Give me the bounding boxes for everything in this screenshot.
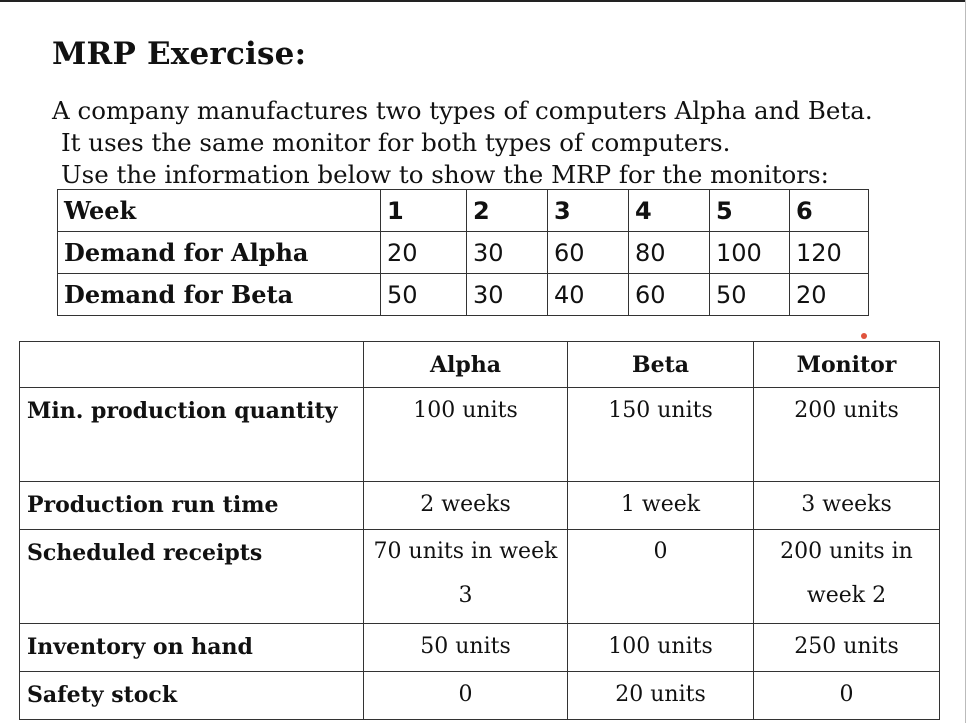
- demand-cell: 40: [548, 274, 629, 316]
- parameters-table: [19, 341, 940, 720]
- demand-table: [57, 189, 869, 316]
- params-row: [20, 388, 940, 482]
- page-title: MRP Exercise:: [52, 36, 307, 72]
- value-cell: 0: [754, 672, 940, 720]
- row-label: Inventory on hand: [20, 624, 364, 672]
- week-header-cell: 6: [790, 190, 869, 232]
- value-cell: 3 weeks: [754, 482, 940, 530]
- demand-cell: 20: [790, 274, 869, 316]
- params-header-row: [20, 342, 940, 388]
- value-cell: 250 units: [754, 624, 940, 672]
- column-header-monitor: Monitor: [754, 342, 940, 388]
- value-cell: 0: [364, 672, 568, 720]
- demand-cell: 50: [381, 274, 467, 316]
- row-label: Production run time: [20, 482, 364, 530]
- demand-header-row: [58, 190, 869, 232]
- demand-cell: 60: [629, 274, 710, 316]
- week-header-cell: 5: [710, 190, 790, 232]
- intro-line-3: Use the information below to show the MRP for the monitors:: [61, 160, 829, 189]
- demand-cell: 30: [467, 274, 548, 316]
- column-header-beta: Beta: [568, 342, 754, 388]
- demand-cell: 50: [710, 274, 790, 316]
- params-row: [20, 624, 940, 672]
- value-cell: 2 weeks: [364, 482, 568, 530]
- row-label: Demand for Beta: [58, 274, 381, 316]
- value-cell: 100 units: [568, 624, 754, 672]
- row-label: Safety stock: [20, 672, 364, 720]
- value-cell: 20 units: [568, 672, 754, 720]
- demand-cell: 100: [710, 232, 790, 274]
- value-cell: 200 units in week 2: [754, 530, 940, 624]
- demand-cell: 80: [629, 232, 710, 274]
- week-header-cell: 2: [467, 190, 548, 232]
- empty-corner-cell: [20, 342, 364, 388]
- demand-cell: 60: [548, 232, 629, 274]
- intro-line-1: A company manufactures two types of computers Alpha and Beta.: [52, 96, 873, 125]
- cursor-dot: [861, 333, 867, 339]
- intro-line-2: It uses the same monitor for both types of computers.: [61, 128, 731, 157]
- value-cell: 70 units in week 3: [364, 530, 568, 624]
- week-label: Week: [58, 190, 381, 232]
- value-cell: 1 week: [568, 482, 754, 530]
- value-cell: 100 units: [364, 388, 568, 482]
- value-cell: 50 units: [364, 624, 568, 672]
- demand-cell: 120: [790, 232, 869, 274]
- demand-row-beta: [58, 274, 869, 316]
- demand-cell: 30: [467, 232, 548, 274]
- week-header-cell: 1: [381, 190, 467, 232]
- value-cell: 0: [568, 530, 754, 624]
- demand-row-alpha: [58, 232, 869, 274]
- row-label: Demand for Alpha: [58, 232, 381, 274]
- week-header-cell: 4: [629, 190, 710, 232]
- value-cell: 150 units: [568, 388, 754, 482]
- row-label: Min. production quantity: [20, 388, 364, 482]
- demand-cell: 20: [381, 232, 467, 274]
- params-row: [20, 530, 940, 624]
- top-border: [0, 0, 966, 2]
- row-label: Scheduled receipts: [20, 530, 364, 624]
- params-row: [20, 482, 940, 530]
- params-row: [20, 672, 940, 720]
- week-header-cell: 3: [548, 190, 629, 232]
- value-cell: 200 units: [754, 388, 940, 482]
- column-header-alpha: Alpha: [364, 342, 568, 388]
